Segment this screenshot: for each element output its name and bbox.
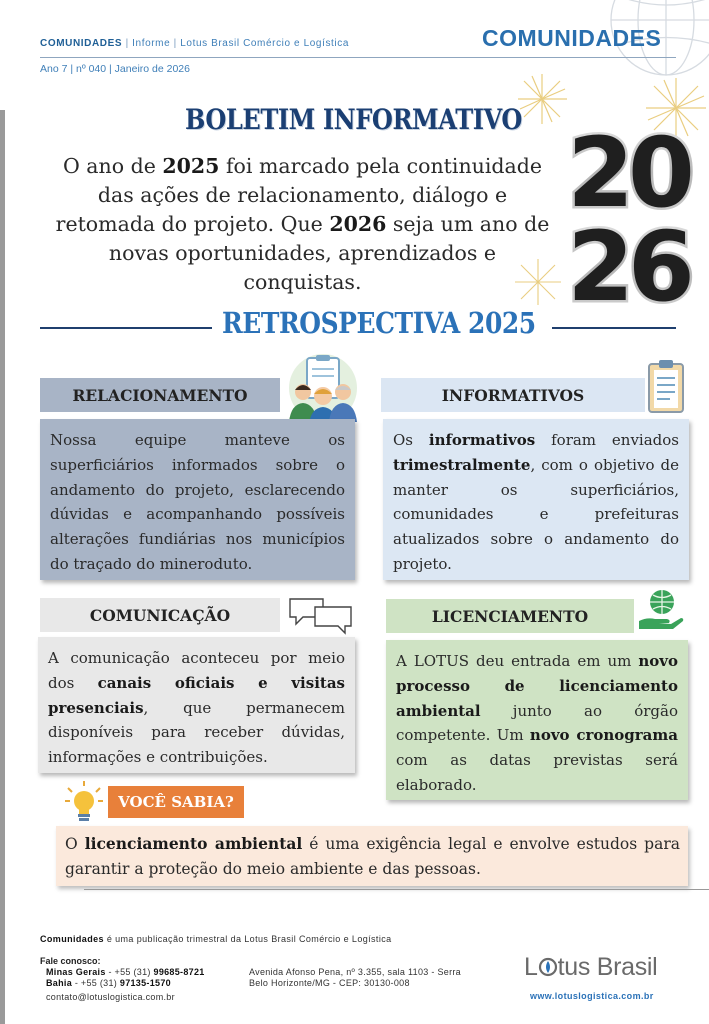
retro-title: RETROSPECTIVA 2025 xyxy=(222,306,536,340)
retro-divider-left xyxy=(40,327,212,329)
inf-part: foram enviados xyxy=(535,431,679,449)
com-part: A comunicação aconteceu por meio dos xyxy=(48,649,345,692)
com-bold: canais oficiais e visitas presenciais xyxy=(48,673,345,717)
address-line-1: Avenida Afonso Pena, nº 3.355, sala 1103 - Serra xyxy=(249,967,461,977)
contact-minas-gerais xyxy=(46,967,205,977)
header-company: Lotus Brasil Comércio e Logística xyxy=(180,38,350,49)
year-2026-graphic xyxy=(548,118,708,308)
lic-part: com as datas previstas será elaborado. xyxy=(396,751,678,794)
contact-bahia xyxy=(46,978,171,988)
header-brand: COMUNIDADES xyxy=(40,38,123,49)
header-separator: | xyxy=(173,38,177,49)
header-divider xyxy=(40,57,676,58)
inf-bold: informativos xyxy=(428,431,536,449)
address-line-2: Belo Horizonte/MG - CEP: 30130-008 xyxy=(249,978,410,988)
people-icon xyxy=(283,352,363,424)
contact-label: Bahia xyxy=(46,978,73,988)
issue-info: Ano 7 | nº 040 | Janeiro de 2026 xyxy=(40,63,190,75)
logo-part: tus Brasil xyxy=(557,953,658,981)
licenciamento-text xyxy=(386,640,688,800)
lic-bold: novo processo de licenciamento ambiental xyxy=(396,652,678,720)
voce-part: O xyxy=(65,835,85,853)
contact-email-link[interactable]: contato@lotuslogistica.com.br xyxy=(46,992,175,1002)
intro-part: O ano de xyxy=(62,154,163,178)
lic-bold: novo cronograma xyxy=(529,726,678,745)
contact-phone: 99685-8721 xyxy=(153,967,205,977)
voce-part: é uma exigência legal e envolve estudos para garantir a proteção do meio ambiente e das pessoas. xyxy=(65,835,680,878)
voce-bold: licenciamento ambiental xyxy=(84,834,303,853)
relacionamento-text: Nossa equipe manteve os superficiários informados sobre o andamento do projeto, esclarecendo dúvidas e acompanhando possíveis alterações fundiárias nos municípios do traçado do mineroduto. xyxy=(40,419,355,580)
informativos-header: INFORMATIVOS xyxy=(381,378,645,412)
contact-label: Minas Gerais xyxy=(46,967,106,977)
header-title: COMUNIDADES xyxy=(482,25,662,51)
clipboard-icon xyxy=(646,358,686,414)
comunicacao-header: COMUNICAÇÃO xyxy=(40,598,280,632)
intro-part: foi marcado pela continuidade das ações de relacionamento, diálogo e retomada do projeto. Que xyxy=(55,154,543,236)
voce-sabia-text xyxy=(56,826,688,886)
year-bottom: 26 xyxy=(567,211,689,308)
header-kind: Informe xyxy=(132,38,171,49)
contact-prefix: - +55 (31) xyxy=(105,967,154,977)
contact-phone: 97135-1570 xyxy=(119,978,171,988)
lightbulb-icon xyxy=(64,780,104,824)
speech-bubbles-icon xyxy=(287,595,355,635)
com-part: , que permanecem disponíveis para receber dúvidas, informações e contribuições. xyxy=(48,698,345,767)
publication-desc: é uma publicação trimestral da Lotus Brasil Comércio e Logística xyxy=(103,934,392,944)
voce-sabia-divider xyxy=(84,889,709,890)
intro-year-2026: 2026 xyxy=(329,212,387,236)
lic-part: A LOTUS deu entrada em um xyxy=(396,652,639,670)
intro-part: seja um ano de novas oportunidades, aprendizados e conquistas. xyxy=(108,212,550,294)
header-meta xyxy=(40,38,349,49)
relacionamento-header: RELACIONAMENTO xyxy=(40,378,280,412)
bulletin-title: BOLETIM INFORMATIVO xyxy=(185,103,522,136)
voce-sabia-badge: VOCÊ SABIA? xyxy=(108,786,244,818)
comunicacao-text xyxy=(38,637,355,773)
publication-name: Comunidades xyxy=(40,934,104,944)
intro-text xyxy=(50,152,555,297)
contact-prefix: - +55 (31) xyxy=(72,978,120,988)
publication-note xyxy=(40,934,392,944)
intro-year-2025: 2025 xyxy=(162,154,220,178)
inf-part: Os xyxy=(393,431,429,449)
lic-part: junto ao órgão competente. Um xyxy=(396,701,678,745)
header-separator: | xyxy=(125,38,129,49)
inf-part: , com o objetivo de manter os superficiários, comunidades e prefeituras atualizados sobre o andamento do projeto. xyxy=(393,455,679,573)
year-top: 20 xyxy=(567,118,689,229)
website-link[interactable]: www.lotuslogistica.com.br xyxy=(530,991,654,1001)
retro-divider-right xyxy=(552,327,676,329)
informativos-text xyxy=(383,419,689,580)
contact-heading: Fale conosco: xyxy=(40,956,101,966)
inf-bold: trimestralmente xyxy=(393,455,531,474)
lotus-brasil-logo xyxy=(524,953,657,982)
hand-globe-icon xyxy=(637,587,685,631)
left-edge-bar xyxy=(0,110,5,1024)
lotus-logo-icon xyxy=(538,957,558,977)
logo-part: L xyxy=(524,953,538,981)
licenciamento-header: LICENCIAMENTO xyxy=(386,599,634,633)
